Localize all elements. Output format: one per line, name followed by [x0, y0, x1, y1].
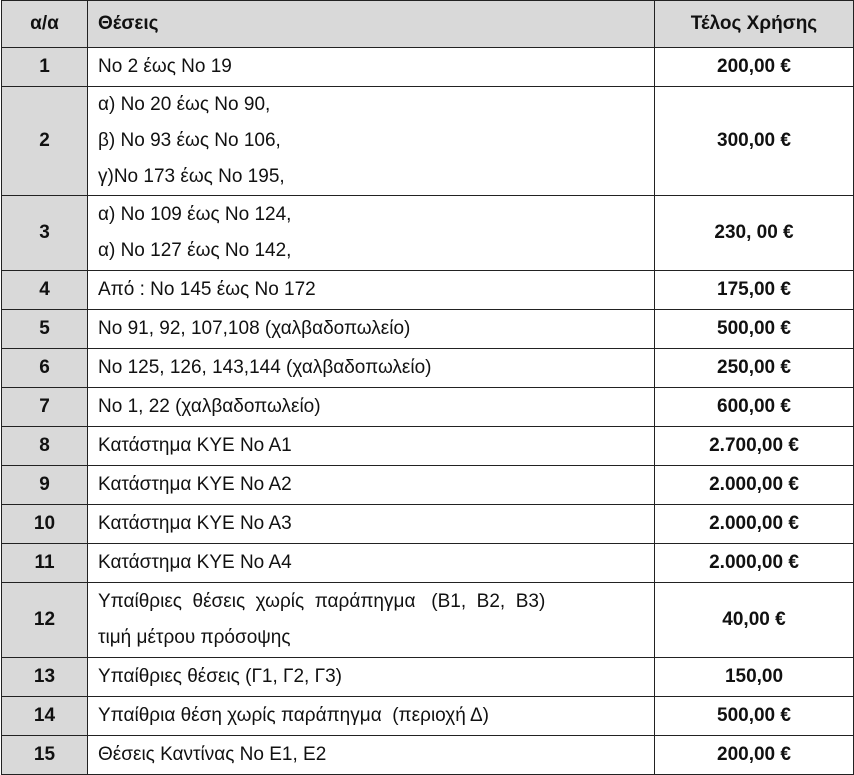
row-positions [88, 48, 655, 87]
row-fee: 150,00 [655, 658, 854, 697]
table-row [2, 87, 854, 196]
table-row [2, 349, 854, 388]
row-positions-line: Υπαίθριες θέσεις (Γ1, Γ2, Γ3) [98, 666, 342, 687]
row-fee: 2.000,00 € [655, 505, 854, 544]
table-row [2, 505, 854, 544]
header-fee: Τέλος Χρήσης [655, 1, 854, 48]
header-positions: Θέσεις [88, 1, 655, 48]
row-positions [88, 658, 655, 697]
fees-table [1, 0, 854, 775]
row-positions-line: Από : Νο 145 έως Νο 172 [98, 279, 316, 300]
row-positions-line: γ)Νο 173 έως Νο 195, [98, 166, 285, 187]
row-fee: 200,00 € [655, 736, 854, 775]
row-positions-line: Νο 2 έως Νο 19 [98, 56, 232, 77]
row-positions-line: α) Νο 109 έως Νο 124, [98, 204, 292, 225]
row-fee: 300,00 € [655, 87, 854, 196]
table-row [2, 736, 854, 775]
row-fee: 500,00 € [655, 697, 854, 736]
row-fee: 2.000,00 € [655, 466, 854, 505]
row-fee: 200,00 € [655, 48, 854, 87]
table-row [2, 583, 854, 658]
row-positions-line: α) Νο 127 έως Νο 142, [98, 240, 292, 261]
row-positions-line: Θέσεις Καντίνας Νο Ε1, Ε2 [98, 744, 327, 765]
row-positions [88, 310, 655, 349]
row-number: 10 [2, 505, 88, 544]
table-row [2, 196, 854, 271]
row-number: 9 [2, 466, 88, 505]
row-positions-line: Κατάστημα ΚΥΕ Νο Α2 [98, 474, 292, 495]
row-positions [88, 505, 655, 544]
row-fee: 2.000,00 € [655, 544, 854, 583]
row-number: 3 [2, 196, 88, 271]
table-row [2, 48, 854, 87]
row-number: 8 [2, 427, 88, 466]
row-positions-line: β) Νο 93 έως Νο 106, [98, 130, 281, 151]
row-positions [88, 388, 655, 427]
table-row [2, 427, 854, 466]
row-fee: 2.700,00 € [655, 427, 854, 466]
table-row [2, 697, 854, 736]
row-positions [88, 697, 655, 736]
row-positions-line: Νο 125, 126, 143,144 (χαλβαδοπωλείο) [98, 357, 432, 378]
row-positions-line: Υπαίθριες θέσεις χωρίς παράπηγμα (Β1, Β2, Β3) [98, 591, 546, 612]
row-fee: 230, 00 € [655, 196, 854, 271]
row-positions-line: τιμή μέτρου πρόσοψης [98, 627, 291, 648]
row-positions [88, 349, 655, 388]
table-row [2, 310, 854, 349]
row-positions-line: Υπαίθρια θέση χωρίς παράπηγμα (περιοχή Δ) [98, 705, 490, 726]
row-positions [88, 271, 655, 310]
row-number: 12 [2, 583, 88, 658]
table-row [2, 544, 854, 583]
table-row [2, 466, 854, 505]
row-number: 5 [2, 310, 88, 349]
row-number: 11 [2, 544, 88, 583]
row-fee: 600,00 € [655, 388, 854, 427]
row-positions [88, 196, 655, 271]
row-positions [88, 736, 655, 775]
header-row [2, 1, 854, 48]
header-number: α/α [2, 1, 88, 48]
row-fee: 40,00 € [655, 583, 854, 658]
row-positions-line: Κατάστημα ΚΥΕ Νο Α4 [98, 552, 292, 573]
row-number: 14 [2, 697, 88, 736]
row-number: 15 [2, 736, 88, 775]
row-positions-line: Κατάστημα ΚΥΕ Νο Α1 [98, 435, 292, 456]
row-positions [88, 87, 655, 196]
row-positions-line: Νο 1, 22 (χαλβαδοπωλείο) [98, 396, 321, 417]
row-number: 7 [2, 388, 88, 427]
row-fee: 500,00 € [655, 310, 854, 349]
row-number: 1 [2, 48, 88, 87]
row-positions [88, 466, 655, 505]
row-number: 2 [2, 87, 88, 196]
table-row [2, 271, 854, 310]
row-positions [88, 583, 655, 658]
row-fee: 175,00 € [655, 271, 854, 310]
row-number: 4 [2, 271, 88, 310]
row-fee: 250,00 € [655, 349, 854, 388]
row-positions-line: Κατάστημα ΚΥΕ Νο Α3 [98, 513, 292, 534]
row-positions [88, 427, 655, 466]
row-number: 13 [2, 658, 88, 697]
row-number: 6 [2, 349, 88, 388]
table-row [2, 658, 854, 697]
row-positions [88, 544, 655, 583]
table-row [2, 388, 854, 427]
row-positions-line: α) Νο 20 έως Νο 90, [98, 94, 271, 115]
row-positions-line: Νο 91, 92, 107,108 (χαλβαδοπωλείο) [98, 318, 411, 339]
